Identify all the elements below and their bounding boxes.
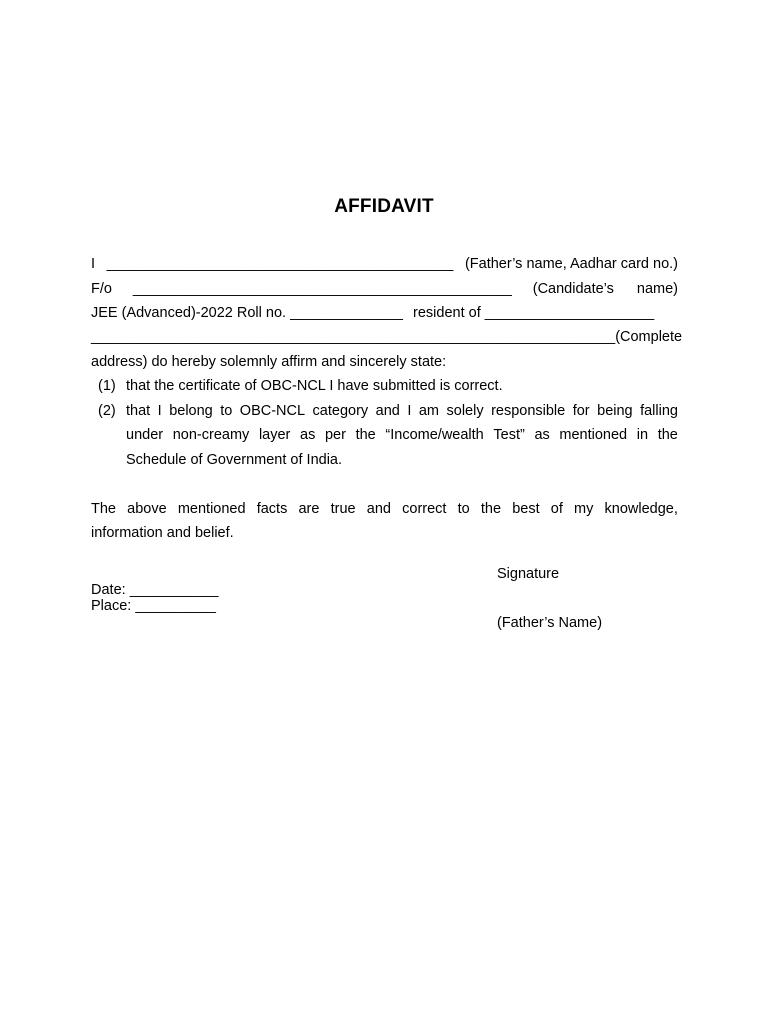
closing-statement-end: information and belief. (91, 525, 234, 541)
item-text: Schedule of Government of India. (126, 452, 343, 468)
item-number: (2) (98, 403, 116, 419)
word: true (330, 501, 356, 517)
item-number: (1) (98, 378, 116, 394)
closing-statement-line (91, 500, 678, 518)
word: of (550, 501, 563, 517)
item-text-justified (126, 402, 678, 420)
word: am (418, 403, 440, 419)
father-name-line (91, 255, 678, 273)
word: per (324, 427, 346, 443)
item-text: that the certificate of OBC-NCL I have submitted is correct. (126, 378, 503, 394)
father-of-label: F/o (91, 281, 112, 297)
affirmation-line: address) do hereby solemnly affirm and sincerely state: (91, 354, 447, 370)
word: as (300, 427, 316, 443)
address-hint: (Complete (615, 329, 683, 345)
word: solely (446, 403, 484, 419)
word: non-creamy (172, 427, 250, 443)
roll-resident-line (91, 304, 678, 322)
word: knowledge, (604, 501, 678, 517)
word: being (597, 403, 633, 419)
word: correct (402, 501, 447, 517)
word: above (127, 501, 167, 517)
word: the (355, 427, 376, 443)
word: layer (258, 427, 291, 443)
pronoun-label: I (91, 256, 96, 272)
word: under (126, 427, 164, 443)
signature-label: Signature (497, 566, 560, 582)
word: and (366, 501, 391, 517)
roll-number-label: JEE (Advanced)-2022 Roll no. (91, 305, 287, 321)
word: to (220, 403, 233, 419)
word: responsible (491, 403, 566, 419)
word: are (298, 501, 320, 517)
place-blank: __________ (135, 598, 216, 614)
date-label: Date: (91, 582, 126, 598)
document-title: AFFIDAVIT (334, 196, 434, 217)
place-line (91, 597, 216, 615)
word: I (407, 403, 412, 419)
word: for (572, 403, 590, 419)
place-label: Place: (91, 598, 132, 614)
word: mentioned (177, 501, 246, 517)
roll-number-blank: ______________ (290, 305, 403, 321)
father-name-blank: ___________________________________________ (106, 256, 454, 272)
candidate-name-blank: _______________________________________________ (132, 281, 512, 297)
word: category (312, 403, 369, 419)
resident-label: resident of (413, 305, 481, 321)
word: mentioned (559, 427, 628, 443)
address-line (91, 328, 683, 346)
word: to (457, 501, 470, 517)
candidate-name-line (91, 280, 678, 298)
word: in (636, 427, 649, 443)
word: The (91, 501, 116, 517)
address-blank: _________________________________________________________________ (91, 329, 616, 345)
word: I (157, 403, 162, 419)
word: the (480, 501, 502, 517)
word: belong (169, 403, 213, 419)
word: best (512, 501, 540, 517)
candidate-hint-word: name) (636, 281, 678, 297)
item-text-justified (126, 426, 678, 444)
word: falling (640, 403, 678, 419)
date-blank: ___________ (129, 582, 219, 598)
word: my (574, 501, 594, 517)
father-name-signature-label: (Father’s Name) (497, 615, 603, 631)
word: that (126, 403, 151, 419)
word: OBC-NCL (239, 403, 306, 419)
father-name-hint: (Father’s name, Aadhar card no.) (464, 256, 678, 272)
resident-blank: _____________________ (484, 305, 655, 321)
word: “Income/wealth (385, 427, 484, 443)
candidate-name-hint (533, 280, 678, 298)
word: as (534, 427, 550, 443)
word: Test” (493, 427, 525, 443)
word: facts (256, 501, 288, 517)
word: the (657, 427, 678, 443)
word: and (375, 403, 400, 419)
candidate-hint-word: (Candidate’s (532, 281, 614, 297)
